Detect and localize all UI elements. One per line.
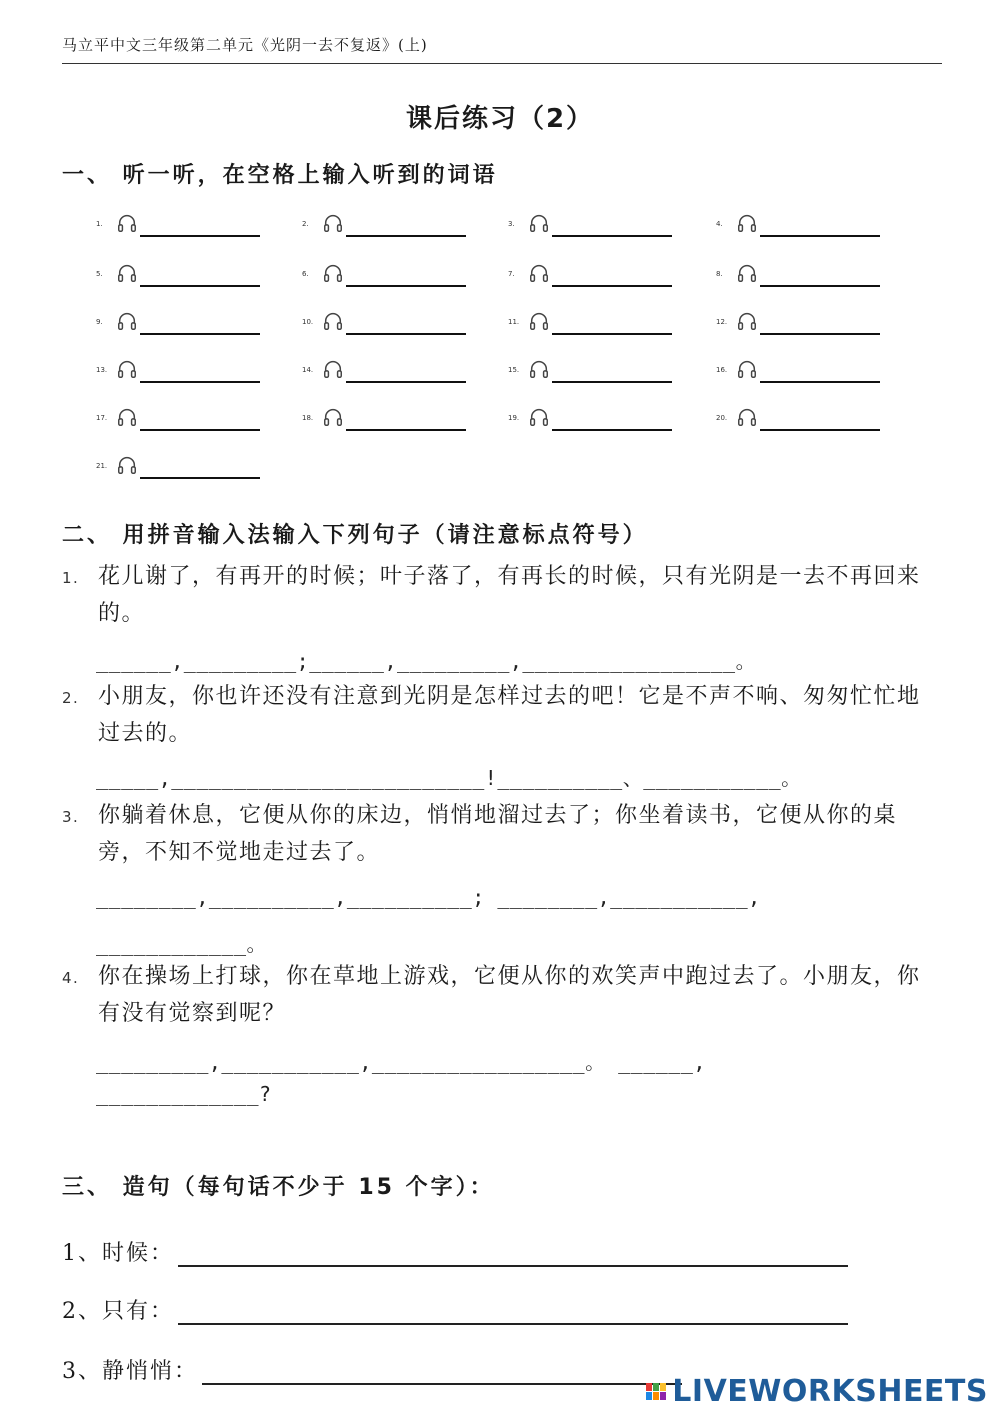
sentence-label: 3、静悄悄： (62, 1359, 198, 1384)
item-number: 10. (302, 318, 314, 326)
question-number: 3. (62, 808, 80, 826)
listening-item (96, 442, 296, 482)
page-title: 课后练习（2） (405, 104, 595, 134)
listening-item (716, 298, 916, 338)
headphone-icon[interactable] (528, 310, 550, 332)
word-input[interactable] (346, 381, 466, 383)
item-number: 15. (508, 366, 520, 374)
sentence-row-2 (62, 1294, 848, 1325)
word-input[interactable] (140, 381, 260, 383)
word-input[interactable] (140, 429, 260, 431)
sentence-row-1 (62, 1236, 848, 1267)
item-number: 17. (96, 414, 108, 422)
question-number: 4. (62, 969, 80, 987)
question-2 (62, 678, 942, 752)
answer-blank-2[interactable]: _____,_________________________!__________、___________。 (96, 766, 802, 790)
listening-item (302, 346, 502, 386)
question-text: 花儿谢了，有再开的时候；叶子落了，有再长的时候，只有光阴是一去不再回来的。 (98, 564, 921, 626)
headphone-icon[interactable] (322, 406, 344, 428)
item-number: 16. (716, 366, 728, 374)
sentence-label: 2、只有： (62, 1299, 174, 1324)
word-input[interactable] (552, 333, 672, 335)
listening-item (508, 200, 708, 240)
headphone-icon[interactable] (116, 406, 138, 428)
headphone-icon[interactable] (116, 358, 138, 380)
question-text: 你躺着休息，它便从你的床边，悄悄地溜过去了；你坐着读书，它便从你的桌旁，不知不觉地走过去了。 (98, 803, 898, 865)
item-number: 13. (96, 366, 108, 374)
headphone-icon[interactable] (528, 358, 550, 380)
item-number: 4. (716, 220, 723, 228)
logo-text: LIVEWORKSHEETS (672, 1374, 988, 1409)
listening-item (302, 394, 502, 434)
item-number: 1. (96, 220, 103, 228)
headphone-icon[interactable] (736, 310, 758, 332)
logo-mark-icon (646, 1383, 666, 1400)
liveworksheets-logo (646, 1374, 988, 1409)
item-number: 18. (302, 414, 314, 422)
answer-blank-1[interactable]: ______,_________;______,_________,_________________。 (96, 649, 757, 673)
item-number: 2. (302, 220, 309, 228)
word-input[interactable] (346, 429, 466, 431)
headphone-icon[interactable] (116, 212, 138, 234)
answer-blank-4a[interactable]: _________,___________,_________________。 ______, (96, 1050, 706, 1074)
sentence-input-2[interactable] (178, 1301, 848, 1325)
section2-heading: 二、 用拼音输入法输入下列句子（请注意标点符号） (62, 523, 648, 548)
listening-item (302, 298, 502, 338)
word-input[interactable] (760, 285, 880, 287)
word-input[interactable] (552, 429, 672, 431)
item-number: 14. (302, 366, 314, 374)
word-input[interactable] (760, 381, 880, 383)
word-input[interactable] (346, 235, 466, 237)
word-input[interactable] (760, 333, 880, 335)
headphone-icon[interactable] (528, 262, 550, 284)
listening-item (508, 298, 708, 338)
question-3 (62, 797, 942, 871)
section3-heading: 三、 造句（每句话不少于 15 个字）： (62, 1175, 495, 1200)
word-input[interactable] (760, 235, 880, 237)
sentence-label: 1、时候： (62, 1241, 174, 1266)
headphone-icon[interactable] (322, 310, 344, 332)
headphone-icon[interactable] (736, 358, 758, 380)
listening-item (96, 200, 296, 240)
sentence-row-3 (62, 1354, 682, 1385)
listening-item (508, 346, 708, 386)
headphone-icon[interactable] (736, 262, 758, 284)
listening-item (96, 250, 296, 290)
question-number: 2. (62, 689, 80, 707)
listening-item (302, 250, 502, 290)
headphone-icon[interactable] (736, 406, 758, 428)
item-number: 9. (96, 318, 103, 326)
headphone-icon[interactable] (736, 212, 758, 234)
item-number: 20. (716, 414, 728, 422)
question-number: 1. (62, 569, 80, 587)
item-number: 12. (716, 318, 728, 326)
item-number: 6. (302, 270, 309, 278)
headphone-icon[interactable] (322, 262, 344, 284)
item-number: 3. (508, 220, 515, 228)
question-text: 小朋友，你也许还没有注意到光阴是怎样过去的吧！它是不声不响、匆匆忙忙地过去的。 (98, 684, 921, 746)
item-number: 7. (508, 270, 515, 278)
question-text: 你在操场上打球，你在草地上游戏，它便从你的欢笑声中跑过去了。小朋友，你有没有觉察到呢？ (98, 964, 921, 1026)
word-input[interactable] (552, 381, 672, 383)
section1-heading: 一、 听一听，在空格上输入听到的词语 (62, 163, 498, 188)
word-input[interactable] (140, 285, 260, 287)
listening-item (716, 346, 916, 386)
headphone-icon[interactable] (322, 358, 344, 380)
sentence-input-3[interactable] (202, 1361, 682, 1385)
listening-item (716, 394, 916, 434)
headphone-icon[interactable] (116, 454, 138, 476)
item-number: 19. (508, 414, 520, 422)
listening-item (508, 394, 708, 434)
question-4 (62, 958, 942, 1032)
item-number: 8. (716, 270, 723, 278)
item-number: 21. (96, 462, 108, 470)
item-number: 5. (96, 270, 103, 278)
listening-item (96, 394, 296, 434)
word-input[interactable] (552, 235, 672, 237)
word-input[interactable] (140, 477, 260, 479)
headphone-icon[interactable] (116, 262, 138, 284)
headphone-icon[interactable] (322, 212, 344, 234)
word-input[interactable] (346, 333, 466, 335)
headphone-icon[interactable] (116, 310, 138, 332)
question-1 (62, 558, 942, 632)
answer-blank-3b[interactable]: ____________。 (96, 932, 267, 956)
listening-item (716, 200, 916, 240)
word-input[interactable] (140, 235, 260, 237)
listening-item (302, 200, 502, 240)
word-input[interactable] (346, 285, 466, 287)
listening-item (96, 346, 296, 386)
listening-item (508, 250, 708, 290)
headphone-icon[interactable] (528, 406, 550, 428)
page-header: 马立平中文三年级第二单元《光阴一去不复返》(上) (62, 34, 942, 64)
answer-blank-3a[interactable]: ________,__________,__________; ________,___________, (96, 885, 761, 909)
listening-item (716, 250, 916, 290)
item-number: 11. (508, 318, 520, 326)
listening-item (96, 298, 296, 338)
headphone-icon[interactable] (528, 212, 550, 234)
word-input[interactable] (552, 285, 672, 287)
sentence-input-1[interactable] (178, 1243, 848, 1267)
answer-blank-4b[interactable]: _____________? (96, 1082, 272, 1106)
word-input[interactable] (140, 333, 260, 335)
word-input[interactable] (760, 429, 880, 431)
